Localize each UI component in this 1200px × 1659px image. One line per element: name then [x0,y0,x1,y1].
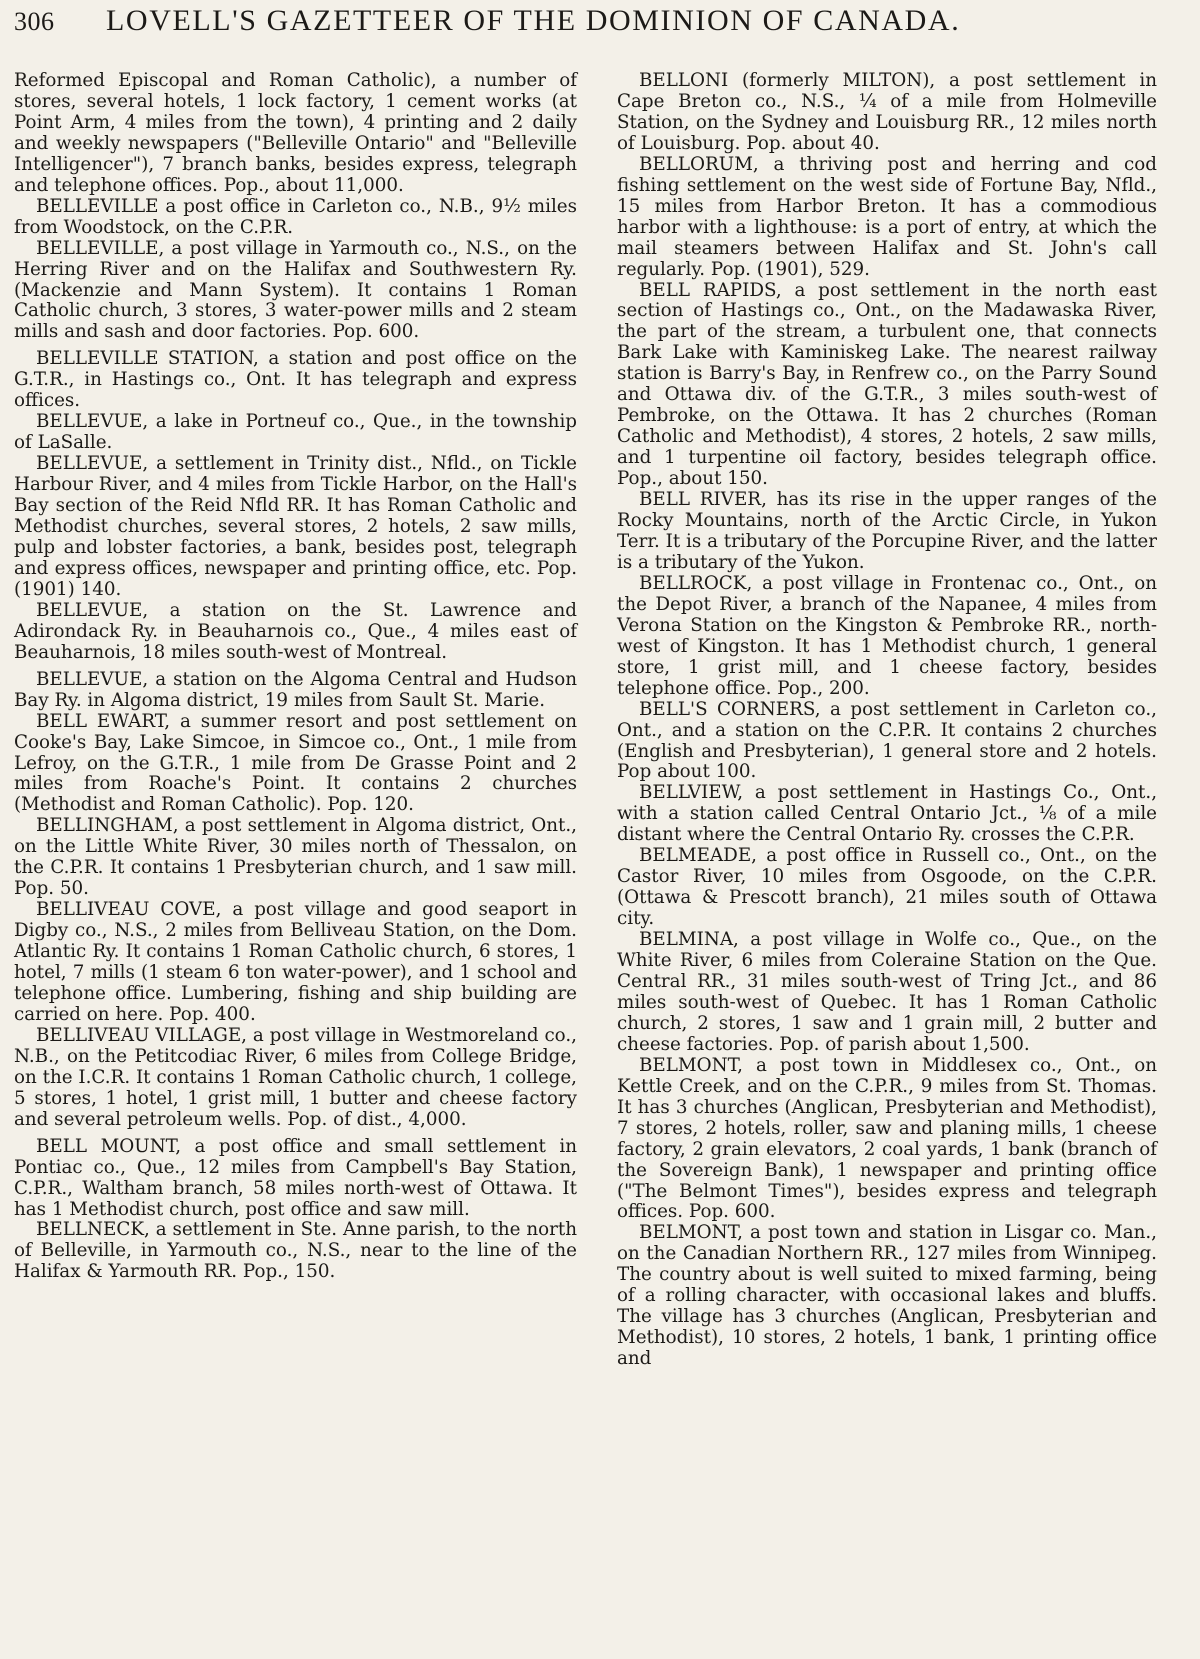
entry-belmont-ont: BELMONT, a post town in Middlesex co., Ont., on Kettle Creek, and on the C.P.R., 9 miles from St. Thomas. It has 3 churches (Anglican, Presbyterian and Methodist), 7 stores, 2 hotels, roller, saw and planing mills, 1 cheese factory, 2 grain elevators, 2 coal yards, 1 bank (branch of the Sovereign Bank), 1 newspaper and printing office ("The Belmont Times"), besides express and telegraph offices. Pop. 600. [617,1054,1157,1223]
entry-bellevue-lake: BELLEVUE, a lake in Portneuf co., Que., in the township of LaSalle. [14,411,577,454]
entry-bell-river: BELL RIVER, has its rise in the upper ranges of the Rocky Mountains, north of the Arctic Circle, in Yukon Terr. It is a tributary of the Porcupine River, and the latter is a tributary of the Yukon. [617,489,1157,573]
entry-belloni: BELLONI (formerly MILTON), a post settlement in Cape Breton co., N.S., ¼ of a mile from Holmeville Station, on the Sydney and Louisburg RR., 12 miles north of Louisburg. Pop. about 40. [617,70,1157,154]
entry-bellrock: BELLROCK, a post village in Frontenac co., Ont., on the Depot River, a branch of the Napanee, 4 miles from Verona Station on the Kingston & Pembroke RR., north-west of Kingston. It has 1 Methodist church, 1 general store, 1 grist mill, and 1 cheese factory, besides telephone office. Pop., 200. [617,572,1157,699]
entry-belliveau-village: BELLIVEAU VILLAGE, a post village in Westmoreland co., N.B., on the Petitcodiac River, 6 miles from College Bridge, on the I.C.R. It contains 1 Roman Catholic church, 1 college, 5 stores, 1 hotel, 1 grist mill, 1 butter and cheese factory and several petroleum wells. Pop. of dist., 4,000. [14,1024,577,1130]
entry-belleville-continued: Reformed Episcopal and Roman Catholic), a number of stores, several hotels, 1 lock factory, 1 cement works (at Point Arm, 4 miles from the town), 4 printing and 2 daily and weekly newspapers ("Belleville Ontario" and "Belleville Intelligencer"), 7 branch banks, besides express, telegraph and telephone offices. Pop., about 11,000. [14,70,577,196]
entry-bells-corners: BELL'S CORNERS, a post settlement in Carleton co., Ont., and a station on the C.P.R. It contains 2 churches (English and Presbyterian), 1 general store and 2 hotels. Pop about 100. [617,698,1157,783]
entry-bellevue-que: BELLEVUE, a station on the St. Lawrence and Adirondack Ry. in Beauharnois co., Que., 4 miles east of Beauharnois, 18 miles south-west of Montreal. [14,599,577,663]
entry-bellingham: BELLINGHAM, a post settlement in Algoma district, Ont., on the Little White River, 30 miles north of Thessalon, on the C.P.R. It contains 1 Presbyterian church, and 1 saw mill. Pop. 50. [14,815,577,900]
entry-belmont-man: BELMONT, a post town and station in Lisgar co. Man., on the Canadian Northern RR., 127 miles from Winnipeg. The country about is well suited to mixed farming, being of a rolling character, with occasional lakes and bluffs. The village has 3 churches (Anglican, Presbyterian and Methodist), 10 stores, 2 hotels, 1 bank, 1 printing office and [617,1222,1157,1370]
entry-bellneck: BELLNECK, a settlement in Ste. Anne parish, to the north of Belleville, in Yarmouth co., N.S., near to the line of the Halifax & Yarmouth RR. Pop., 150. [14,1219,577,1283]
entry-bell-rapids: BELL RAPIDS, a post settlement in the north east section of Hastings co., Ont., on the Madawaska River, the part of the stream, a turbulent one, that connects Bark Lake with Kaminiskeg Lake. The nearest railway station is Barry's Bay, in Renfrew co., on the Parry Sound and Ottawa div. of the G.T.R., 3 miles south-west of Pembroke, on the Ottawa. It has 2 churches (Roman Catholic and Methodist), 4 stores, 2 hotels, 2 saw mills, and 1 turpentine oil factory, besides telegraph office. Pop., about 150. [617,279,1157,490]
page-header [14,4,1176,59]
entry-belleville-ns: BELLEVILLE, a post village in Yarmouth co., N.S., on the Herring River and on the Halifax and Southwestern Ry. (Mackenzie and Mann System). It contains 1 Roman Catholic church, 3 stores, 3 water-power mills and 2 steam mills and sash and door factories. Pop. 600. [14,237,577,343]
entry-bellorum: BELLORUM, a thriving post and herring and cod fishing settlement on the west side of Fortune Bay, Nfld., 15 miles from Harbor Breton. It has a commodious harbor with a lighthouse: is a port of entry, at which the mail steamers between Halifax and St. John's call regularly. Pop. (1901), 529. [617,153,1157,280]
right-column [617,71,1157,1370]
text-columns [14,71,1176,1370]
left-column [14,71,577,1370]
running-title: LOVELL'S GAZETTEER OF THE DOMINION OF CANADA. [106,4,961,37]
entry-belleville-station: BELLEVILLE STATION, a station and post office on the G.T.R., in Hastings co., Ont. It has telegraph and express offices. [14,348,577,412]
entry-belmina: BELMINA, a post village in Wolfe co., Que., on the White River, 6 miles from Coleraine Station on the Que. Central RR., 31 miles south-west of Tring Jct., and 86 miles south-west of Quebec. It has 1 Roman Catholic church, 2 stores, 1 saw and 1 grain mill, 2 butter and cheese factories. Pop. of parish about 1,500. [617,929,1157,1055]
entry-bellevue-algoma: BELLEVUE, a station on the Algoma Central and Hudson Bay Ry. in Algoma district, 19 miles from Sault St. Marie. [14,668,577,711]
page-number: 306 [14,7,55,36]
entry-bell-mount: BELL MOUNT, a post office and small settlement in Pontiac co., Que., 12 miles from Campbell's Bay Station, C.P.R., Waltham branch, 58 miles north-west of Ottawa. It has 1 Methodist church, post office and saw mill. [14,1135,577,1220]
entry-belliveau-cove: BELLIVEAU COVE, a post village and good seaport in Digby co., N.S., 2 miles from Belliveau Station, on the Dom. Atlantic Ry. It contains 1 Roman Catholic church, 6 stores, 1 hotel, 7 mills (1 steam 6 ton water-power), and 1 school and telephone office. Lumbering, fishing and ship building are carried on here. Pop. 400. [14,899,577,1025]
entry-belleville-nb: BELLEVILLE a post office in Carleton co., N.B., 9½ miles from Woodstock, on the C.P.R. [14,195,577,238]
entry-bellview: BELLVIEW, a post settlement in Hastings Co., Ont., with a station called Central Ontario Jct., ⅛ of a mile distant where the Central Ontario Ry. crosses the C.P.R. [617,782,1157,846]
entry-bell-ewart: BELL EWART, a summer resort and post settlement on Cooke's Bay, Lake Simcoe, in Simcoe co., Ont., 1 mile from Lefroy, on the G.T.R., 1 mile from De Grasse Point and 2 miles from Roache's Point. It contains 2 churches (Methodist and Roman Catholic). Pop. 120. [14,710,577,816]
entry-bellevue-nfld: BELLEVUE, a settlement in Trinity dist., Nfld., on Tickle Harbour River, and 4 miles from Tickle Harbor, on the Hall's Bay section of the Reid Nfld RR. It has Roman Catholic and Methodist churches, several stores, 2 hotels, 2 saw mills, pulp and lobster factories, a bank, besides post, telegraph and express offices, newspaper and printing office, etc. Pop. (1901) 140. [14,453,577,600]
entry-belmeade: BELMEADE, a post office in Russell co., Ont., on the Castor River, 10 miles from Osgoode, on the C.P.R. (Ottawa & Prescott branch), 21 miles south of Ottawa city. [617,845,1157,930]
